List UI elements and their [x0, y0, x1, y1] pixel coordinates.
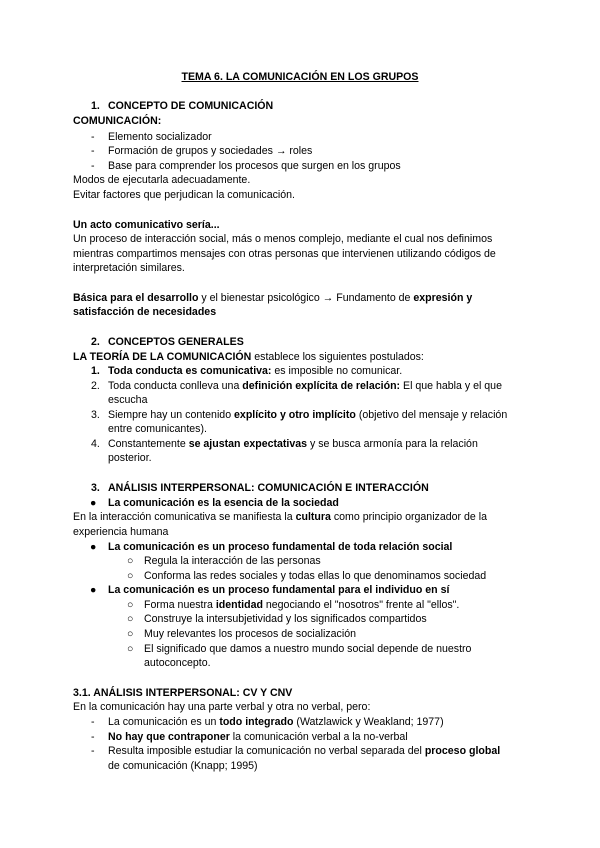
- dash-marker: -: [91, 131, 95, 143]
- acto-line-2: mientras compartimos mensajes con otras personas que intervienen utilizando códigos de: [73, 248, 496, 260]
- s31-d1-bold: todo integrado: [219, 716, 294, 728]
- s31-item-3: [108, 745, 500, 759]
- postulate-4-text-2: y se busca armonía para la relación: [307, 438, 478, 450]
- postulate-2-bold: definición explícita de relación:: [242, 380, 401, 392]
- postulate-4-bold: se ajustan expectativas: [188, 438, 308, 450]
- basica-line-1: [73, 292, 472, 306]
- postulate-4-text-1: Constantemente: [108, 438, 189, 450]
- s3-b3-item-2: Construye la intersubjetividad y los significados compartidos: [144, 613, 427, 625]
- dash-marker: -: [91, 716, 95, 728]
- s1-paragraph-1: Modos de ejecutarla adecuadamente.: [73, 174, 251, 186]
- postulate-2-text-2: El que habla y el que: [400, 380, 502, 392]
- section-3-1-heading: 3.1. ANÁLISIS INTERPERSONAL: CV Y CNV: [73, 687, 293, 699]
- s31-d3-text-1: Resulta imposible estudiar la comunicación no verbal separada del: [108, 745, 425, 757]
- s3-bullet-1: La comunicación es la esencia de la sociedad: [108, 497, 339, 509]
- circle-bullet-icon: ○: [127, 555, 134, 567]
- basica-line-2: satisfacción de necesidades: [73, 306, 217, 318]
- postulate-3-text-1: Siempre hay un contenido: [108, 409, 235, 421]
- s3-p1-bold: cultura: [295, 511, 331, 523]
- s3-b3-i1-bold: identidad: [215, 599, 263, 611]
- comunicacion-label: COMUNICACIÓN:: [73, 115, 162, 127]
- section-1-heading: CONCEPTO DE COMUNICACIÓN: [108, 100, 274, 112]
- postulate-3-line-2: entre comunicantes).: [108, 423, 207, 435]
- s31-item-3-line-2: de comunicación (Knapp; 1995): [108, 760, 258, 772]
- section-3-number: 3.: [91, 482, 100, 494]
- dash-marker: -: [91, 745, 95, 757]
- basica-bold-1: Básica para el desarrollo: [73, 292, 199, 304]
- dash-marker: -: [91, 145, 95, 157]
- s1-paragraph-2: Evitar factores que perjudican la comunicación.: [73, 189, 295, 201]
- s3-paragraph-1: [73, 511, 487, 525]
- postulate-4: [108, 438, 478, 452]
- circle-bullet-icon: ○: [127, 643, 134, 655]
- acto-line-3: interpretación similares.: [73, 262, 185, 274]
- postulate-1-number: 1.: [91, 365, 100, 377]
- teoria-bold: LA TEORÍA DE LA COMUNICACIÓN: [73, 351, 252, 363]
- dash-marker: -: [91, 731, 95, 743]
- s3-b3-i1-text-2: negociando el "nosotros" frente al "ellos".: [262, 599, 460, 611]
- section-2-heading: CONCEPTOS GENERALES: [108, 336, 244, 348]
- s3-bullet-2: La comunicación es un proceso fundamental de toda relación social: [108, 541, 453, 553]
- circle-bullet-icon: ○: [127, 599, 134, 611]
- s31-d3-bold: proceso global: [424, 745, 501, 757]
- postulate-2-number: 2.: [91, 380, 100, 392]
- postulate-1: [108, 365, 402, 379]
- s3-b2-item-1: Regula la interacción de las personas: [144, 555, 321, 567]
- circle-bullet-icon: ○: [127, 628, 134, 640]
- postulate-3-number: 3.: [91, 409, 100, 421]
- s3-b3-item-1: [144, 599, 459, 613]
- section-3-heading: ANÁLISIS INTERPERSONAL: COMUNICACIÓN E INTERACCIÓN: [108, 482, 429, 494]
- s1-list-item-2: Formación de grupos y sociedades → roles: [108, 145, 313, 157]
- s3-p1-text-2: como principio organizador de la: [330, 511, 487, 523]
- circle-bullet-icon: ○: [127, 570, 134, 582]
- s3-b3-item-4-line-2: autoconcepto.: [144, 657, 211, 669]
- circle-bullet-icon: ○: [127, 613, 134, 625]
- s31-d2-bold: No hay que contraponer: [108, 731, 230, 743]
- postulate-4-number: 4.: [91, 438, 100, 450]
- teoria-intro: [73, 351, 424, 365]
- s1-list-item-3: Base para comprender los procesos que surgen en los grupos: [108, 160, 401, 172]
- section-2-number: 2.: [91, 336, 100, 348]
- s31-item-1: [108, 716, 444, 730]
- postulate-2: [108, 380, 502, 394]
- s31-d1-text-1: La comunicación es un: [108, 716, 220, 728]
- postulate-3: [108, 409, 507, 423]
- s3-b2-item-2: Conforma las redes sociales y todas ellas lo que denominamos sociedad: [144, 570, 487, 582]
- bullet-icon: ●: [90, 541, 97, 553]
- s3-b3-item-4: El significado que damos a nuestro mundo social depende de nuestro: [144, 643, 472, 655]
- postulate-1-bold: Toda conducta es comunicativa:: [108, 365, 272, 377]
- postulate-3-bold: explícito y otro implícito: [234, 409, 356, 421]
- postulate-4-line-2: posterior.: [108, 452, 152, 464]
- s31-item-2: [108, 731, 408, 745]
- s3-bullet-3: La comunicación es un proceso fundamental para el individuo en sí: [108, 584, 450, 596]
- s1-list-item-1: Elemento socializador: [108, 131, 212, 143]
- s31-d2-text: la comunicación verbal a la no-verbal: [229, 731, 408, 743]
- postulate-3-text-2: (objetivo del mensaje y relación: [355, 409, 508, 421]
- postulate-2-line-2: escucha: [108, 394, 148, 406]
- document-title: TEMA 6. LA COMUNICACIÓN EN LOS GRUPOS: [181, 71, 419, 83]
- s3-p1-text-1: En la interacción comunicativa se manifiesta la: [73, 511, 296, 523]
- acto-line-1: Un proceso de interacción social, más o menos complejo, mediante el cual nos definimos: [73, 233, 493, 245]
- postulate-1-text: es imposible no comunicar.: [271, 365, 403, 377]
- basica-bold-2: expresión y: [413, 292, 473, 304]
- postulate-2-text-1: Toda conducta conlleva una: [108, 380, 243, 392]
- s3-paragraph-1-line-2: experiencia humana: [73, 526, 169, 538]
- acto-heading: Un acto comunicativo sería...: [73, 219, 220, 231]
- bullet-icon: ●: [90, 584, 97, 596]
- s3-b3-item-3: Muy relevantes los procesos de socialización: [144, 628, 356, 640]
- s31-intro: En la comunicación hay una parte verbal y otra no verbal, pero:: [73, 701, 371, 713]
- dash-marker: -: [91, 160, 95, 172]
- teoria-text: establece los siguientes postulados:: [251, 351, 424, 363]
- section-1-number: 1.: [91, 100, 100, 112]
- basica-text-1: y el bienestar psicológico → Fundamento de: [198, 292, 414, 304]
- bullet-icon: ●: [90, 497, 97, 509]
- s3-b3-i1-text-1: Forma nuestra: [144, 599, 216, 611]
- s31-d1-text-2: (Watzlawick y Weakland; 1977): [293, 716, 444, 728]
